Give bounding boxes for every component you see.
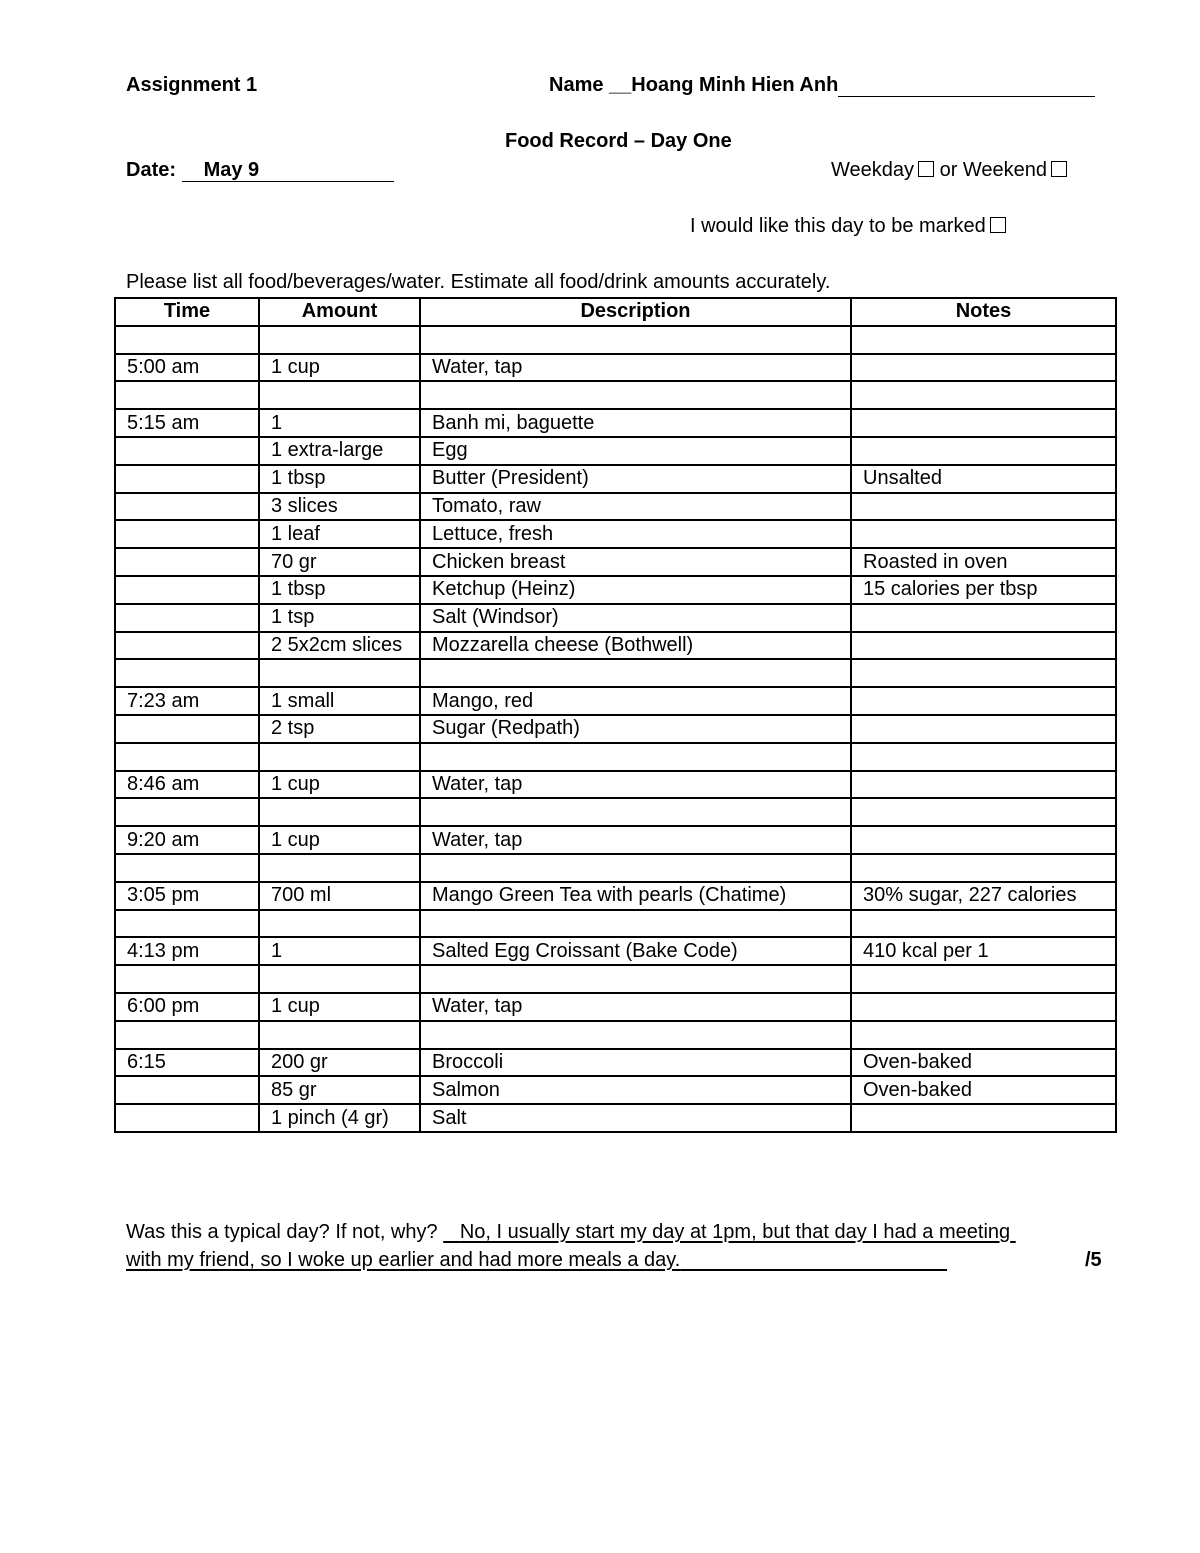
table-row [115,632,1116,660]
marked-label: I would like this day to be marked [690,215,986,237]
table-row [115,1076,1116,1104]
cell-amount [259,965,420,993]
cell-amount: 1 tsp [259,604,420,632]
cell-amount [259,326,420,354]
table-row [115,659,1116,687]
cell-notes [851,715,1116,743]
answer-line-1-text: No, I usually start my day at 1pm, but that day I had a meeting [459,1221,1011,1243]
cell-time: 5:00 am [115,354,259,382]
cell-notes [851,687,1116,715]
cell-notes [851,910,1116,938]
cell-time [115,632,259,660]
cell-amount: 85 gr [259,1076,420,1104]
cell-notes [851,854,1116,882]
cell-notes [851,826,1116,854]
table-row [115,520,1116,548]
cell-time: 3:05 pm [115,882,259,910]
cell-time [115,465,259,493]
table-row [115,1104,1116,1132]
cell-time: 6:00 pm [115,993,259,1021]
column-header-amount: Amount [259,298,420,326]
cell-time [115,743,259,771]
cell-amount [259,798,420,826]
weekday-label: Weekday [831,159,915,181]
date-label: Date: [126,159,177,181]
cell-description: Mango, red [420,687,851,715]
cell-amount: 1 cup [259,993,420,1021]
assignment-title: Assignment 1 [126,74,258,96]
table-row [115,687,1116,715]
weekend-checkbox[interactable] [1051,161,1067,177]
cell-time [115,715,259,743]
cell-description [420,326,851,354]
day-type-options [831,159,1067,182]
table-row [115,409,1116,437]
cell-notes [851,1104,1116,1132]
cell-amount: 1 cup [259,826,420,854]
column-header-time: Time [115,298,259,326]
cell-amount: 2 5x2cm slices [259,632,420,660]
cell-notes [851,743,1116,771]
table-row [115,548,1116,576]
table-row [115,576,1116,604]
typical-day-answer-continued [126,1249,947,1272]
cell-amount [259,910,420,938]
cell-description: Water, tap [420,354,851,382]
cell-time: 9:20 am [115,826,259,854]
table-row [115,798,1116,826]
table-row [115,604,1116,632]
cell-amount [259,659,420,687]
cell-time [115,604,259,632]
typical-day-question [126,1221,1016,1244]
table-row [115,326,1116,354]
name-underline [838,74,1095,97]
cell-notes [851,604,1116,632]
table-row [115,381,1116,409]
cell-description: Salted Egg Croissant (Bake Code) [420,937,851,965]
cell-description: Salt [420,1104,851,1132]
cell-description [420,965,851,993]
cell-description: Water, tap [420,993,851,1021]
cell-notes [851,993,1116,1021]
cell-description: Tomato, raw [420,493,851,521]
cell-time [115,520,259,548]
table-row [115,1049,1116,1077]
table-row [115,437,1116,465]
table-row [115,937,1116,965]
date-value: May 9 [203,159,260,181]
cell-amount: 700 ml [259,882,420,910]
mark-request [690,215,1006,238]
cell-amount: 1 [259,937,420,965]
column-header-notes: Notes [851,298,1116,326]
cell-description [420,381,851,409]
cell-description: Mozzarella cheese (Bothwell) [420,632,851,660]
cell-description: Egg [420,437,851,465]
cell-notes: 30% sugar, 227 calories [851,882,1116,910]
cell-notes: Oven-baked [851,1049,1116,1077]
cell-amount: 1 [259,409,420,437]
cell-time [115,381,259,409]
table-body [115,326,1116,1132]
cell-amount: 2 tsp [259,715,420,743]
table-row [115,826,1116,854]
cell-time: 4:13 pm [115,937,259,965]
marked-checkbox[interactable] [990,217,1006,233]
cell-description [420,1021,851,1049]
cell-time [115,326,259,354]
cell-notes [851,1021,1116,1049]
answer-line-2-text: with my friend, so I woke up earlier and had more meals a day. [126,1249,681,1271]
cell-notes [851,409,1116,437]
cell-amount: 70 gr [259,548,420,576]
cell-amount: 1 extra-large [259,437,420,465]
table-row [115,771,1116,799]
table-row [115,965,1116,993]
instructions: Please list all food/beverages/water. Estimate all food/drink amounts accurately. [126,271,831,293]
cell-description: Broccoli [420,1049,851,1077]
cell-description: Banh mi, baguette [420,409,851,437]
cell-amount: 3 slices [259,493,420,521]
score-label: /5 [1085,1249,1102,1271]
cell-notes [851,965,1116,993]
cell-notes: 15 calories per tbsp [851,576,1116,604]
cell-notes [851,437,1116,465]
cell-description [420,659,851,687]
cell-notes [851,798,1116,826]
cell-time: 6:15 [115,1049,259,1077]
cell-description [420,798,851,826]
cell-time: 5:15 am [115,409,259,437]
table-row [115,1021,1116,1049]
date-field [126,159,394,182]
cell-time [115,493,259,521]
name-field [549,74,1095,97]
weekday-checkbox[interactable] [918,161,934,177]
cell-notes: Unsalted [851,465,1116,493]
question-text: Was this a typical day? If not, why? [126,1221,444,1243]
table-header-row [115,298,1116,326]
column-header-description: Description [420,298,851,326]
cell-time [115,576,259,604]
cell-time [115,659,259,687]
cell-description: Lettuce, fresh [420,520,851,548]
cell-time [115,1021,259,1049]
cell-description: Butter (President) [420,465,851,493]
food-log-table [114,297,1117,1133]
answer-line-2 [126,1249,947,1271]
cell-description: Water, tap [420,826,851,854]
cell-amount: 1 small [259,687,420,715]
answer-line-1 [443,1221,1016,1243]
cell-description: Salt (Windsor) [420,604,851,632]
cell-time [115,798,259,826]
cell-time [115,437,259,465]
table-row [115,910,1116,938]
cell-notes [851,354,1116,382]
name-value: Hoang Minh Hien Anh [631,74,839,96]
cell-description [420,743,851,771]
cell-description: Ketchup (Heinz) [420,576,851,604]
cell-amount [259,381,420,409]
cell-description [420,910,851,938]
cell-notes [851,381,1116,409]
table-row [115,465,1116,493]
cell-amount: 1 cup [259,354,420,382]
cell-amount: 1 tbsp [259,465,420,493]
table-row [115,854,1116,882]
name-label: Name __ [549,74,632,96]
cell-time [115,910,259,938]
cell-notes: 410 kcal per 1 [851,937,1116,965]
cell-amount: 1 pinch (4 gr) [259,1104,420,1132]
weekend-label: or Weekend [939,159,1048,181]
cell-notes [851,493,1116,521]
cell-time [115,548,259,576]
cell-amount: 1 leaf [259,520,420,548]
cell-description [420,854,851,882]
cell-notes: Oven-baked [851,1076,1116,1104]
table-row [115,354,1116,382]
cell-time [115,1104,259,1132]
cell-description: Salmon [420,1076,851,1104]
cell-amount [259,743,420,771]
table-row [115,882,1116,910]
date-underline [182,159,394,182]
table-row [115,743,1116,771]
cell-description: Chicken breast [420,548,851,576]
cell-amount: 200 gr [259,1049,420,1077]
cell-time: 8:46 am [115,771,259,799]
cell-time [115,1076,259,1104]
cell-description: Water, tap [420,771,851,799]
table-row [115,493,1116,521]
cell-notes [851,520,1116,548]
cell-amount: 1 tbsp [259,576,420,604]
cell-description: Mango Green Tea with pearls (Chatime) [420,882,851,910]
table-row [115,993,1116,1021]
cell-time [115,965,259,993]
table-row [115,715,1116,743]
cell-time: 7:23 am [115,687,259,715]
cell-amount [259,854,420,882]
cell-notes [851,326,1116,354]
cell-description: Sugar (Redpath) [420,715,851,743]
cell-amount [259,1021,420,1049]
cell-time [115,854,259,882]
cell-notes: Roasted in oven [851,548,1116,576]
cell-notes [851,659,1116,687]
cell-notes [851,771,1116,799]
cell-amount: 1 cup [259,771,420,799]
cell-notes [851,632,1116,660]
page-title: Food Record – Day One [505,130,732,152]
